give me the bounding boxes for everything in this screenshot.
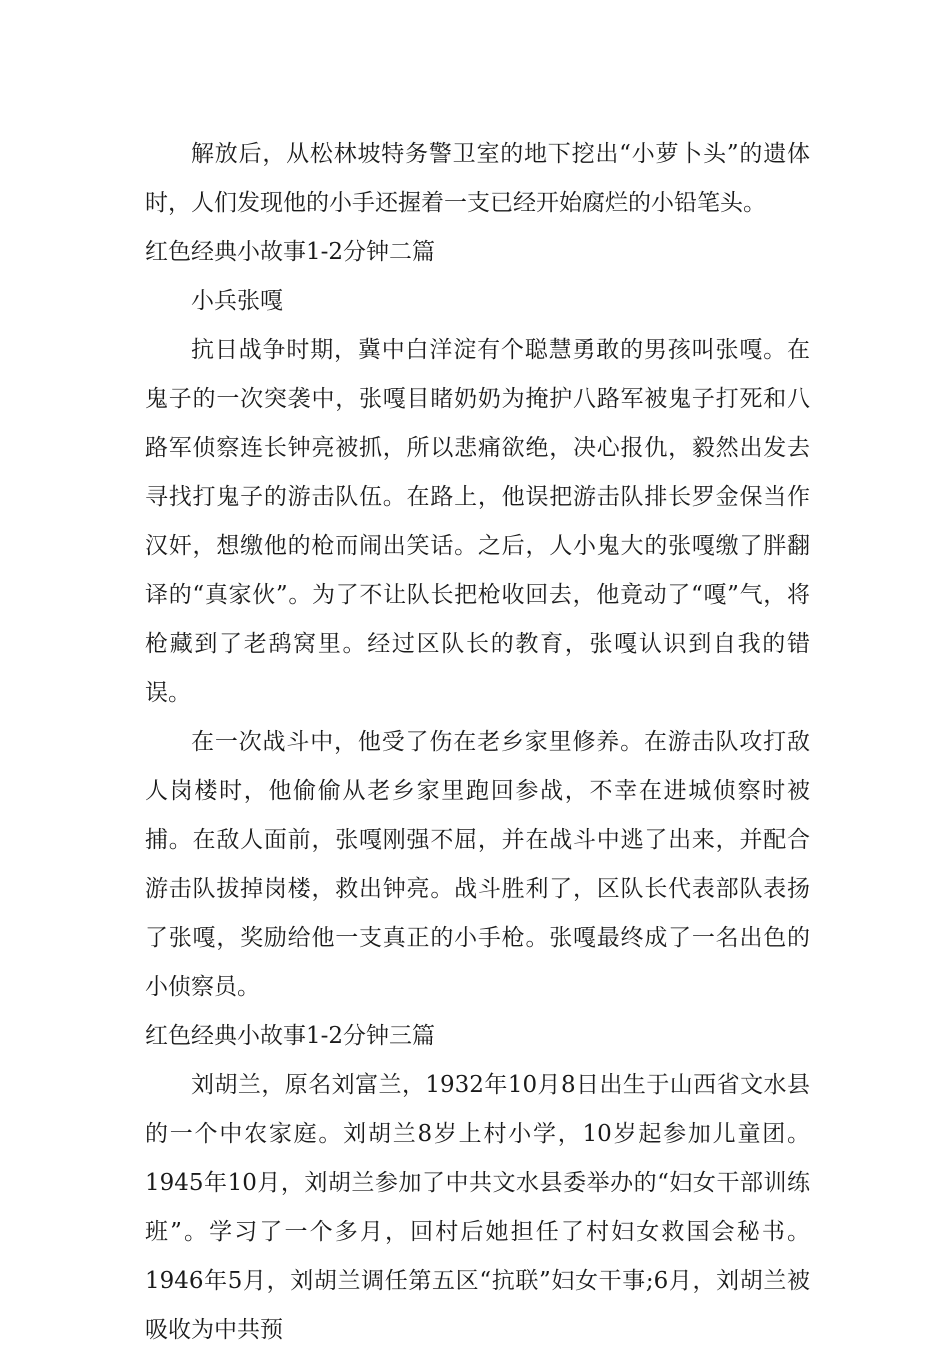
paragraph-liu-hulan: 刘胡兰，原名刘富兰，1932年10月8日出生于山西省文水县的一个中农家庭。刘胡兰8岁上村小学，10岁起参加儿童团。1945年10月，刘胡兰参加了中共文水县委举办的“妇女干部训练班”。学习了一个多月，回村后她担任了村妇女救国会秘书。1946年5月，刘胡兰调任第五区“抗联”妇女干事;6月，刘胡兰被吸收为中共预 — [145, 1072, 810, 1343]
story-title-zhang-ga: 小兵张嘎 — [191, 288, 283, 314]
section-heading-part-two: 红色经典小故事1-2分钟二篇 — [145, 239, 436, 265]
section-heading-part-three: 红色经典小故事1-2分钟三篇 — [145, 1023, 436, 1049]
paragraph-zhang-ga-intro: 抗日战争时期，冀中白洋淀有个聪慧勇敢的男孩叫张嘎。在鬼子的一次突袭中，张嘎目睹奶奶为掩护八路军被鬼子打死和八路军侦察连长钟亮被抓，所以悲痛欲绝，决心报仇，毅然出发去寻找打鬼子的游击队伍。在路上，他误把游击队排长罗金保当作汉奸，想缴他的枪而闹出笑话。之后，人小鬼大的张嘎缴了胖翻译的“真家伙”。为了不让队长把枪收回去，他竟动了“嘎”气，将枪藏到了老鸹窝里。经过区队长的教育，张嘎认识到自我的错误。 — [145, 337, 810, 706]
paragraph-zhang-ga-battle: 在一次战斗中，他受了伤在老乡家里修养。在游击队攻打敌人岗楼时，他偷偷从老乡家里跑回参战，不幸在进城侦察时被捕。在敌人面前，张嘎刚强不屈，并在战斗中逃了出来，并配合游击队拔掉岗楼，救出钟亮。战斗胜利了，区队长代表部队表扬了张嘎，奖励给他一支真正的小手枪。张嘎最终成了一名出色的小侦察员。 — [145, 729, 810, 1000]
document-body — [145, 130, 810, 1355]
paragraph-remains-found: 解放后，从松林坡特务警卫室的地下挖出“小萝卜头”的遗体时，人们发现他的小手还握着一支已经开始腐烂的小铅笔头。 — [145, 141, 810, 216]
